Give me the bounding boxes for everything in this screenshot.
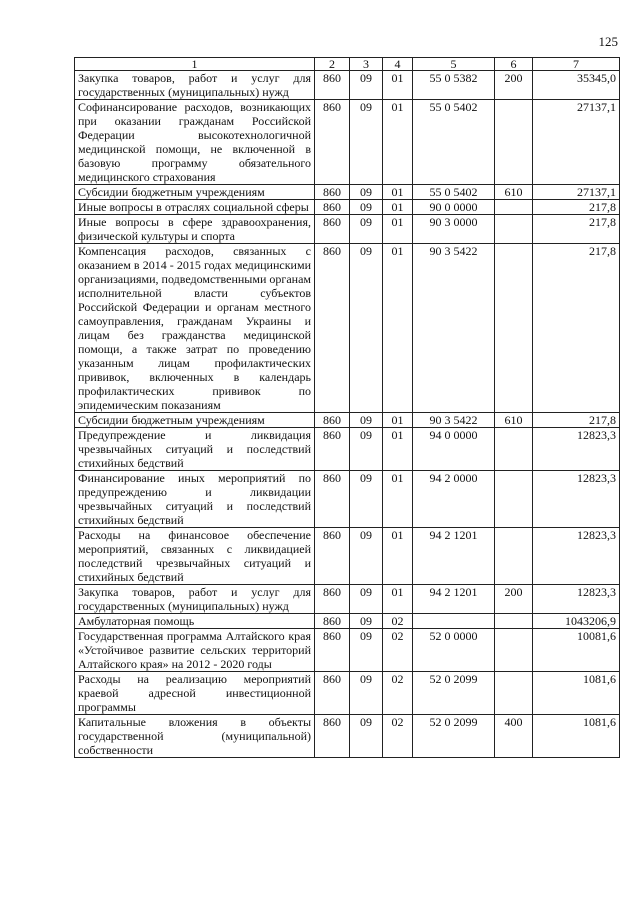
row-code: 860 [315, 528, 350, 585]
header-row [75, 58, 620, 71]
row-section: 09 [350, 200, 383, 215]
row-amount: 12823,3 [533, 471, 620, 528]
row-code: 860 [315, 585, 350, 614]
table-row [75, 715, 620, 758]
row-subsection: 02 [383, 629, 413, 672]
row-subsection: 01 [383, 471, 413, 528]
table-row [75, 200, 620, 215]
row-section: 09 [350, 672, 383, 715]
row-target: 52 0 2099 [413, 715, 495, 758]
table-row [75, 672, 620, 715]
row-section: 09 [350, 413, 383, 428]
table-row [75, 244, 620, 413]
row-type [495, 672, 533, 715]
row-target: 94 2 1201 [413, 585, 495, 614]
table-row [75, 413, 620, 428]
row-target: 52 0 2099 [413, 672, 495, 715]
row-code: 860 [315, 200, 350, 215]
row-code: 860 [315, 244, 350, 413]
row-type: 610 [495, 413, 533, 428]
row-type [495, 528, 533, 585]
row-section: 09 [350, 100, 383, 185]
row-code: 860 [315, 614, 350, 629]
table-row [75, 471, 620, 528]
row-subsection: 01 [383, 585, 413, 614]
row-target [413, 614, 495, 629]
row-type [495, 614, 533, 629]
row-section: 09 [350, 614, 383, 629]
row-code: 860 [315, 185, 350, 200]
row-subsection: 01 [383, 185, 413, 200]
row-amount: 1081,6 [533, 672, 620, 715]
table-row [75, 71, 620, 100]
row-type [495, 244, 533, 413]
row-amount: 217,8 [533, 200, 620, 215]
row-section: 09 [350, 244, 383, 413]
row-section: 09 [350, 185, 383, 200]
row-code: 860 [315, 471, 350, 528]
budget-table [74, 57, 620, 758]
row-subsection: 01 [383, 71, 413, 100]
row-amount: 27137,1 [533, 100, 620, 185]
row-code: 860 [315, 71, 350, 100]
row-section: 09 [350, 585, 383, 614]
row-target: 55 0 5402 [413, 185, 495, 200]
row-subsection: 01 [383, 528, 413, 585]
row-subsection: 02 [383, 715, 413, 758]
row-name: Иные вопросы в сфере здравоохранения, физической культуры и спорта [75, 215, 315, 244]
row-name: Расходы на финансовое обеспечение мероприятий, связанных с ликвидацией последствий чрезвычайных ситуаций и стихийных бедствий [75, 528, 315, 585]
row-code: 860 [315, 672, 350, 715]
row-type: 610 [495, 185, 533, 200]
row-type [495, 100, 533, 185]
row-type [495, 428, 533, 471]
header-col-7: 7 [533, 58, 620, 71]
row-section: 09 [350, 471, 383, 528]
row-target: 94 2 1201 [413, 528, 495, 585]
row-target: 90 0 0000 [413, 200, 495, 215]
row-section: 09 [350, 528, 383, 585]
header-col-5: 5 [413, 58, 495, 71]
row-amount: 217,8 [533, 413, 620, 428]
row-amount: 1043206,9 [533, 614, 620, 629]
row-code: 860 [315, 413, 350, 428]
row-section: 09 [350, 215, 383, 244]
row-section: 09 [350, 629, 383, 672]
row-subsection: 01 [383, 200, 413, 215]
row-name: Субсидии бюджетным учреждениям [75, 185, 315, 200]
row-section: 09 [350, 71, 383, 100]
row-code: 860 [315, 629, 350, 672]
row-type [495, 629, 533, 672]
row-amount: 217,8 [533, 244, 620, 413]
table-row [75, 428, 620, 471]
header-col-4: 4 [383, 58, 413, 71]
row-amount: 27137,1 [533, 185, 620, 200]
row-code: 860 [315, 100, 350, 185]
row-code: 860 [315, 428, 350, 471]
table-row [75, 215, 620, 244]
table-row [75, 528, 620, 585]
row-name: Закупка товаров, работ и услуг для государственных (муниципальных) нужд [75, 585, 315, 614]
row-subsection: 02 [383, 672, 413, 715]
row-type [495, 200, 533, 215]
header-col-6: 6 [495, 58, 533, 71]
row-target: 94 2 0000 [413, 471, 495, 528]
page-number: 125 [598, 34, 618, 49]
row-subsection: 02 [383, 614, 413, 629]
row-name: Государственная программа Алтайского края «Устойчивое развитие сельских территорий Алтайского края» на 2012 - 2020 годы [75, 629, 315, 672]
row-subsection: 01 [383, 244, 413, 413]
header-col-1: 1 [75, 58, 315, 71]
row-type [495, 215, 533, 244]
row-target: 90 3 5422 [413, 413, 495, 428]
row-amount: 12823,3 [533, 428, 620, 471]
row-type: 200 [495, 585, 533, 614]
row-target: 52 0 0000 [413, 629, 495, 672]
row-code: 860 [315, 715, 350, 758]
header-col-3: 3 [350, 58, 383, 71]
table-row [75, 585, 620, 614]
row-subsection: 01 [383, 413, 413, 428]
row-amount: 1081,6 [533, 715, 620, 758]
row-name: Амбулаторная помощь [75, 614, 315, 629]
row-target: 90 3 0000 [413, 215, 495, 244]
row-type [495, 471, 533, 528]
row-amount: 217,8 [533, 215, 620, 244]
table-row [75, 614, 620, 629]
table-row [75, 629, 620, 672]
row-target: 55 0 5402 [413, 100, 495, 185]
row-name: Расходы на реализацию мероприятий краевой адресной инвестиционной программы [75, 672, 315, 715]
row-subsection: 01 [383, 100, 413, 185]
row-type: 200 [495, 71, 533, 100]
row-type: 400 [495, 715, 533, 758]
row-amount: 10081,6 [533, 629, 620, 672]
row-name: Закупка товаров, работ и услуг для государственных (муниципальных) нужд [75, 71, 315, 100]
row-target: 55 0 5382 [413, 71, 495, 100]
row-name: Софинансирование расходов, возникающих при оказании гражданам Российской Федерации высокотехнологичной медицинской помощи, не включенной в базовую программу обязательного медицинского страхования [75, 100, 315, 185]
row-section: 09 [350, 715, 383, 758]
row-name: Капитальные вложения в объекты государственной (муниципальной) собственности [75, 715, 315, 758]
row-name: Иные вопросы в отраслях социальной сферы [75, 200, 315, 215]
row-subsection: 01 [383, 428, 413, 471]
row-section: 09 [350, 428, 383, 471]
row-amount: 12823,3 [533, 528, 620, 585]
row-subsection: 01 [383, 215, 413, 244]
row-target: 94 0 0000 [413, 428, 495, 471]
row-target: 90 3 5422 [413, 244, 495, 413]
row-name: Финансирование иных мероприятий по предупреждению и ликвидации чрезвычайных ситуаций и последствий стихийных бедствий [75, 471, 315, 528]
header-col-2: 2 [315, 58, 350, 71]
row-amount: 12823,3 [533, 585, 620, 614]
row-code: 860 [315, 215, 350, 244]
row-name: Предупреждение и ликвидация чрезвычайных ситуаций и последствий стихийных бедствий [75, 428, 315, 471]
row-amount: 35345,0 [533, 71, 620, 100]
table-row [75, 100, 620, 185]
table-row [75, 185, 620, 200]
row-name: Компенсация расходов, связанных с оказанием в 2014 - 2015 годах медицинскими организациями, подведомственными органам исполнительной власти субъектов Российской Федерации и органам местного самоуправления, гражданам Украины и лицам без гражданства медицинской помощи, а также затрат по проведению указанным лицам профилактических прививок, включенных в календарь профилактических прививок по эпидемическим показаниям [75, 244, 315, 413]
row-name: Субсидии бюджетным учреждениям [75, 413, 315, 428]
